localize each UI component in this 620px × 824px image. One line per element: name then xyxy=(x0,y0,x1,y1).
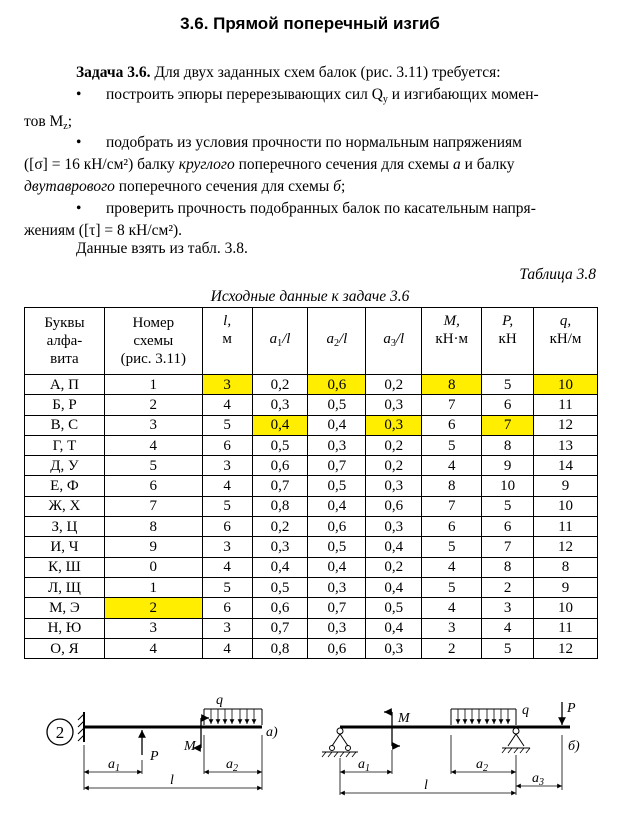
table-row xyxy=(25,435,598,455)
scheme-b xyxy=(322,701,580,795)
table-cell: 0,6 xyxy=(308,638,366,658)
table-cell: Д, У xyxy=(25,456,105,476)
table-row xyxy=(25,395,598,415)
table-cell: 5 xyxy=(482,638,534,658)
table-cell: 0,8 xyxy=(252,496,308,516)
table-row xyxy=(25,638,598,658)
table-cell: 0,5 xyxy=(308,537,366,557)
col-header-P: P, кН xyxy=(482,308,534,375)
table-cell: 5 xyxy=(202,496,252,516)
table-cell: 3 xyxy=(104,415,202,435)
table-cell: 8 xyxy=(482,557,534,577)
svg-text:a3: $a_3$ xyxy=(532,771,544,788)
table-row xyxy=(25,557,598,577)
table-cell: 0,2 xyxy=(366,435,422,455)
table-cell: 0,3 xyxy=(366,415,422,435)
table-row xyxy=(25,577,598,597)
table-cell: 12 xyxy=(534,415,598,435)
table-cell: 0,2 xyxy=(252,517,308,537)
table-cell: 0,5 xyxy=(308,395,366,415)
table-cell: 0,2 xyxy=(366,557,422,577)
table-row xyxy=(25,415,598,435)
table-cell: 2 xyxy=(104,598,202,618)
table-cell: К, Ш xyxy=(25,557,105,577)
table-cell: 13 xyxy=(534,435,598,455)
table-cell: 5 xyxy=(482,496,534,516)
data-note: Данные взять из табл. 3.8. xyxy=(76,240,248,257)
table-cell: 11 xyxy=(534,395,598,415)
table-cell: 8 xyxy=(534,557,598,577)
bullet-1: • построить эпюры перерезывающих сил $Q_y$ и изгибающих момен- тов $M_z$; xyxy=(24,86,539,132)
table-cell: Е, Ф xyxy=(25,476,105,496)
table-cell: 0,6 xyxy=(308,375,366,395)
table-cell: 0,6 xyxy=(252,598,308,618)
table-cell: 3 xyxy=(422,618,482,638)
table-cell: 2 xyxy=(422,638,482,658)
table-cell: 9 xyxy=(104,537,202,557)
table-cell: 0,3 xyxy=(308,577,366,597)
table-cell: 1 xyxy=(104,577,202,597)
table-cell: И, Ч xyxy=(25,537,105,557)
table-cell: 12 xyxy=(534,638,598,658)
table-cell: Ж, Х xyxy=(25,496,105,516)
svg-text:a2: $a_2$ xyxy=(476,757,488,774)
table-cell: 0,4 xyxy=(308,557,366,577)
table-cell: 3 xyxy=(482,598,534,618)
table-cell: 0,4 xyxy=(308,496,366,516)
table-cell: 9 xyxy=(482,456,534,476)
table-cell: 5 xyxy=(422,577,482,597)
table-cell: 8 xyxy=(422,476,482,496)
table-cell: 5 xyxy=(482,375,534,395)
svg-text:a1: $a_1$ xyxy=(358,757,370,774)
table-cell: 0,6 xyxy=(366,496,422,516)
table-cell: 9 xyxy=(534,476,598,496)
table-cell: 6 xyxy=(202,435,252,455)
table-cell: 0,3 xyxy=(366,638,422,658)
table-cell: 6 xyxy=(482,395,534,415)
table-cell: 12 xyxy=(534,537,598,557)
label-P-a: P xyxy=(150,749,159,764)
table-cell: 6 xyxy=(482,517,534,537)
table-cell: 0,3 xyxy=(366,517,422,537)
table-cell: 0,7 xyxy=(252,618,308,638)
table-cell: Г, Т xyxy=(25,435,105,455)
table-cell: 3 xyxy=(202,618,252,638)
table-cell: 0,6 xyxy=(308,517,366,537)
table-cell: 3 xyxy=(202,456,252,476)
table-cell: 0,2 xyxy=(252,375,308,395)
table-cell: 4 xyxy=(202,395,252,415)
col-header-letters: Буквы алфа- вита xyxy=(25,308,105,375)
distributed-load-b xyxy=(451,703,529,725)
table-cell: 10 xyxy=(534,496,598,516)
svg-text:l: l xyxy=(424,778,428,793)
table-cell: Л, Щ xyxy=(25,577,105,597)
table-cell: 0,5 xyxy=(366,598,422,618)
beam-figure xyxy=(0,690,620,810)
bullet-dot-icon: • xyxy=(76,86,82,103)
table-cell: 4 xyxy=(104,435,202,455)
table-row xyxy=(25,496,598,516)
table-cell: З, Ц xyxy=(25,517,105,537)
col-header-a2: $a_2/l$ xyxy=(308,308,366,375)
table-cell: 11 xyxy=(534,517,598,537)
col-header-l: l, м xyxy=(202,308,252,375)
table-cell: 5 xyxy=(202,577,252,597)
table-cell: 8 xyxy=(482,435,534,455)
table-cell: 0,7 xyxy=(252,476,308,496)
table-cell: А, П xyxy=(25,375,105,395)
table-cell: 0,8 xyxy=(252,638,308,658)
table-row xyxy=(25,537,598,557)
table-cell: 0,5 xyxy=(252,577,308,597)
bullet-dot-icon: • xyxy=(76,200,82,217)
table-cell: Б, Р xyxy=(25,395,105,415)
table-cell: 5 xyxy=(422,435,482,455)
table-cell: 0,6 xyxy=(252,456,308,476)
table-cell: 3 xyxy=(104,618,202,638)
table-cell: 4 xyxy=(202,557,252,577)
table-cell: 0,7 xyxy=(308,456,366,476)
scheme-a xyxy=(78,693,278,790)
table-cell: 4 xyxy=(422,598,482,618)
data-table xyxy=(24,307,598,659)
table-cell: 5 xyxy=(104,456,202,476)
col-header-a1: $a_1/l$ xyxy=(252,308,308,375)
table-row xyxy=(25,456,598,476)
table-cell: 0,2 xyxy=(366,456,422,476)
table-cell: 0,3 xyxy=(366,476,422,496)
table-cell: 6 xyxy=(202,517,252,537)
table-cell: Н, Ю xyxy=(25,618,105,638)
table-cell: 4 xyxy=(422,557,482,577)
bullet-2: • подобрать из условия прочности по нормальным напряжениям ([σ] = 16 кН/см²) балку круглого поперечного сечения для схемы а и балку двутаврового поперечного сечения для схемы б; xyxy=(24,134,522,195)
table-cell: 7 xyxy=(422,395,482,415)
table-cell: 5 xyxy=(202,415,252,435)
table-cell: О, Я xyxy=(25,638,105,658)
table-cell: М, Э xyxy=(25,598,105,618)
table-cell: 0,2 xyxy=(366,375,422,395)
table-name: Исходные данные к задаче 3.6 xyxy=(210,288,410,305)
table-cell: 2 xyxy=(104,395,202,415)
table-row xyxy=(25,517,598,537)
table-cell: 8 xyxy=(104,517,202,537)
section-title: 3.6. Прямой поперечный изгиб xyxy=(180,14,440,33)
col-header-a3: $a_3/l$ xyxy=(366,308,422,375)
scheme-number-circle xyxy=(47,719,73,745)
table-cell: 0,3 xyxy=(366,395,422,415)
table-cell: 0,4 xyxy=(252,415,308,435)
table-cell: 0,4 xyxy=(366,618,422,638)
label-tag-b: б) xyxy=(568,739,580,754)
label-P-b: P xyxy=(567,701,576,716)
svg-text:a2: $a_2$ xyxy=(226,757,238,774)
table-cell: 7 xyxy=(422,496,482,516)
task-text: Для двух заданных схем балок (рис. 3.11) требуется: xyxy=(150,64,501,81)
table-cell: 0,7 xyxy=(308,598,366,618)
svg-text:2: 2 xyxy=(55,723,65,742)
table-cell: 0 xyxy=(104,557,202,577)
bullet-dot-icon: • xyxy=(76,134,82,151)
table-row xyxy=(25,476,598,496)
table-cell: 0,5 xyxy=(308,476,366,496)
distributed-load-a xyxy=(204,693,262,725)
table-cell: 0,4 xyxy=(308,415,366,435)
table-cell: 10 xyxy=(534,598,598,618)
table-cell: 10 xyxy=(482,476,534,496)
table-cell: 2 xyxy=(482,577,534,597)
col-header-q: q, кН/м xyxy=(534,308,598,375)
table-cell: 6 xyxy=(422,517,482,537)
table-cell: 4 xyxy=(422,456,482,476)
table-cell: В, С xyxy=(25,415,105,435)
label-q-b: q xyxy=(522,703,529,718)
table-cell: 0,3 xyxy=(308,435,366,455)
table-cell: 11 xyxy=(534,618,598,638)
table-cell: 7 xyxy=(104,496,202,516)
table-cell: 7 xyxy=(482,415,534,435)
table-cell: 0,4 xyxy=(366,537,422,557)
label-q-a: q xyxy=(216,693,223,708)
table-cell: 0,3 xyxy=(252,537,308,557)
table-cell: 0,3 xyxy=(252,395,308,415)
table-cell: 9 xyxy=(534,577,598,597)
table-cell: 5 xyxy=(422,537,482,557)
pin-support-b xyxy=(322,728,358,757)
label-M-b: M xyxy=(398,711,410,726)
table-cell: 10 xyxy=(534,375,598,395)
svg-text:a1: $a_1$ xyxy=(108,757,120,774)
table-cell: 3 xyxy=(202,375,252,395)
table-header-row xyxy=(25,308,598,375)
table-row xyxy=(25,375,598,395)
table-cell: 4 xyxy=(202,638,252,658)
table-cell: 0,4 xyxy=(366,577,422,597)
task-intro xyxy=(24,62,598,84)
label-M-a: M xyxy=(184,739,196,754)
table-cell: 7 xyxy=(482,537,534,557)
table-cell: 4 xyxy=(104,638,202,658)
table-cell: 14 xyxy=(534,456,598,476)
table-cell: 6 xyxy=(104,476,202,496)
svg-text:l: l xyxy=(170,773,174,788)
table-cell: 0,3 xyxy=(308,618,366,638)
table-cell: 6 xyxy=(202,598,252,618)
label-tag-a: а) xyxy=(266,725,278,740)
task-label: Задача 3.6. xyxy=(76,64,151,81)
table-cell: 4 xyxy=(482,618,534,638)
table-cell: 6 xyxy=(422,415,482,435)
table-cell: 0,4 xyxy=(252,557,308,577)
table-cell: 1 xyxy=(104,375,202,395)
table-cell: 4 xyxy=(202,476,252,496)
bullet-3: • проверить прочность подобранных балок по касательным напря- жениям ([τ] = 8 кН/см²). xyxy=(24,200,536,239)
table-cell: 8 xyxy=(422,375,482,395)
col-header-scheme: Номер схемы (рис. 3.11) xyxy=(104,308,202,375)
table-cell: 3 xyxy=(202,537,252,557)
table-cell: 0,5 xyxy=(252,435,308,455)
table-row xyxy=(25,618,598,638)
col-header-M: M, кН·м xyxy=(422,308,482,375)
roller-support-b xyxy=(502,728,530,753)
table-row xyxy=(25,598,598,618)
table-caption: Таблица 3.8 xyxy=(519,266,596,283)
